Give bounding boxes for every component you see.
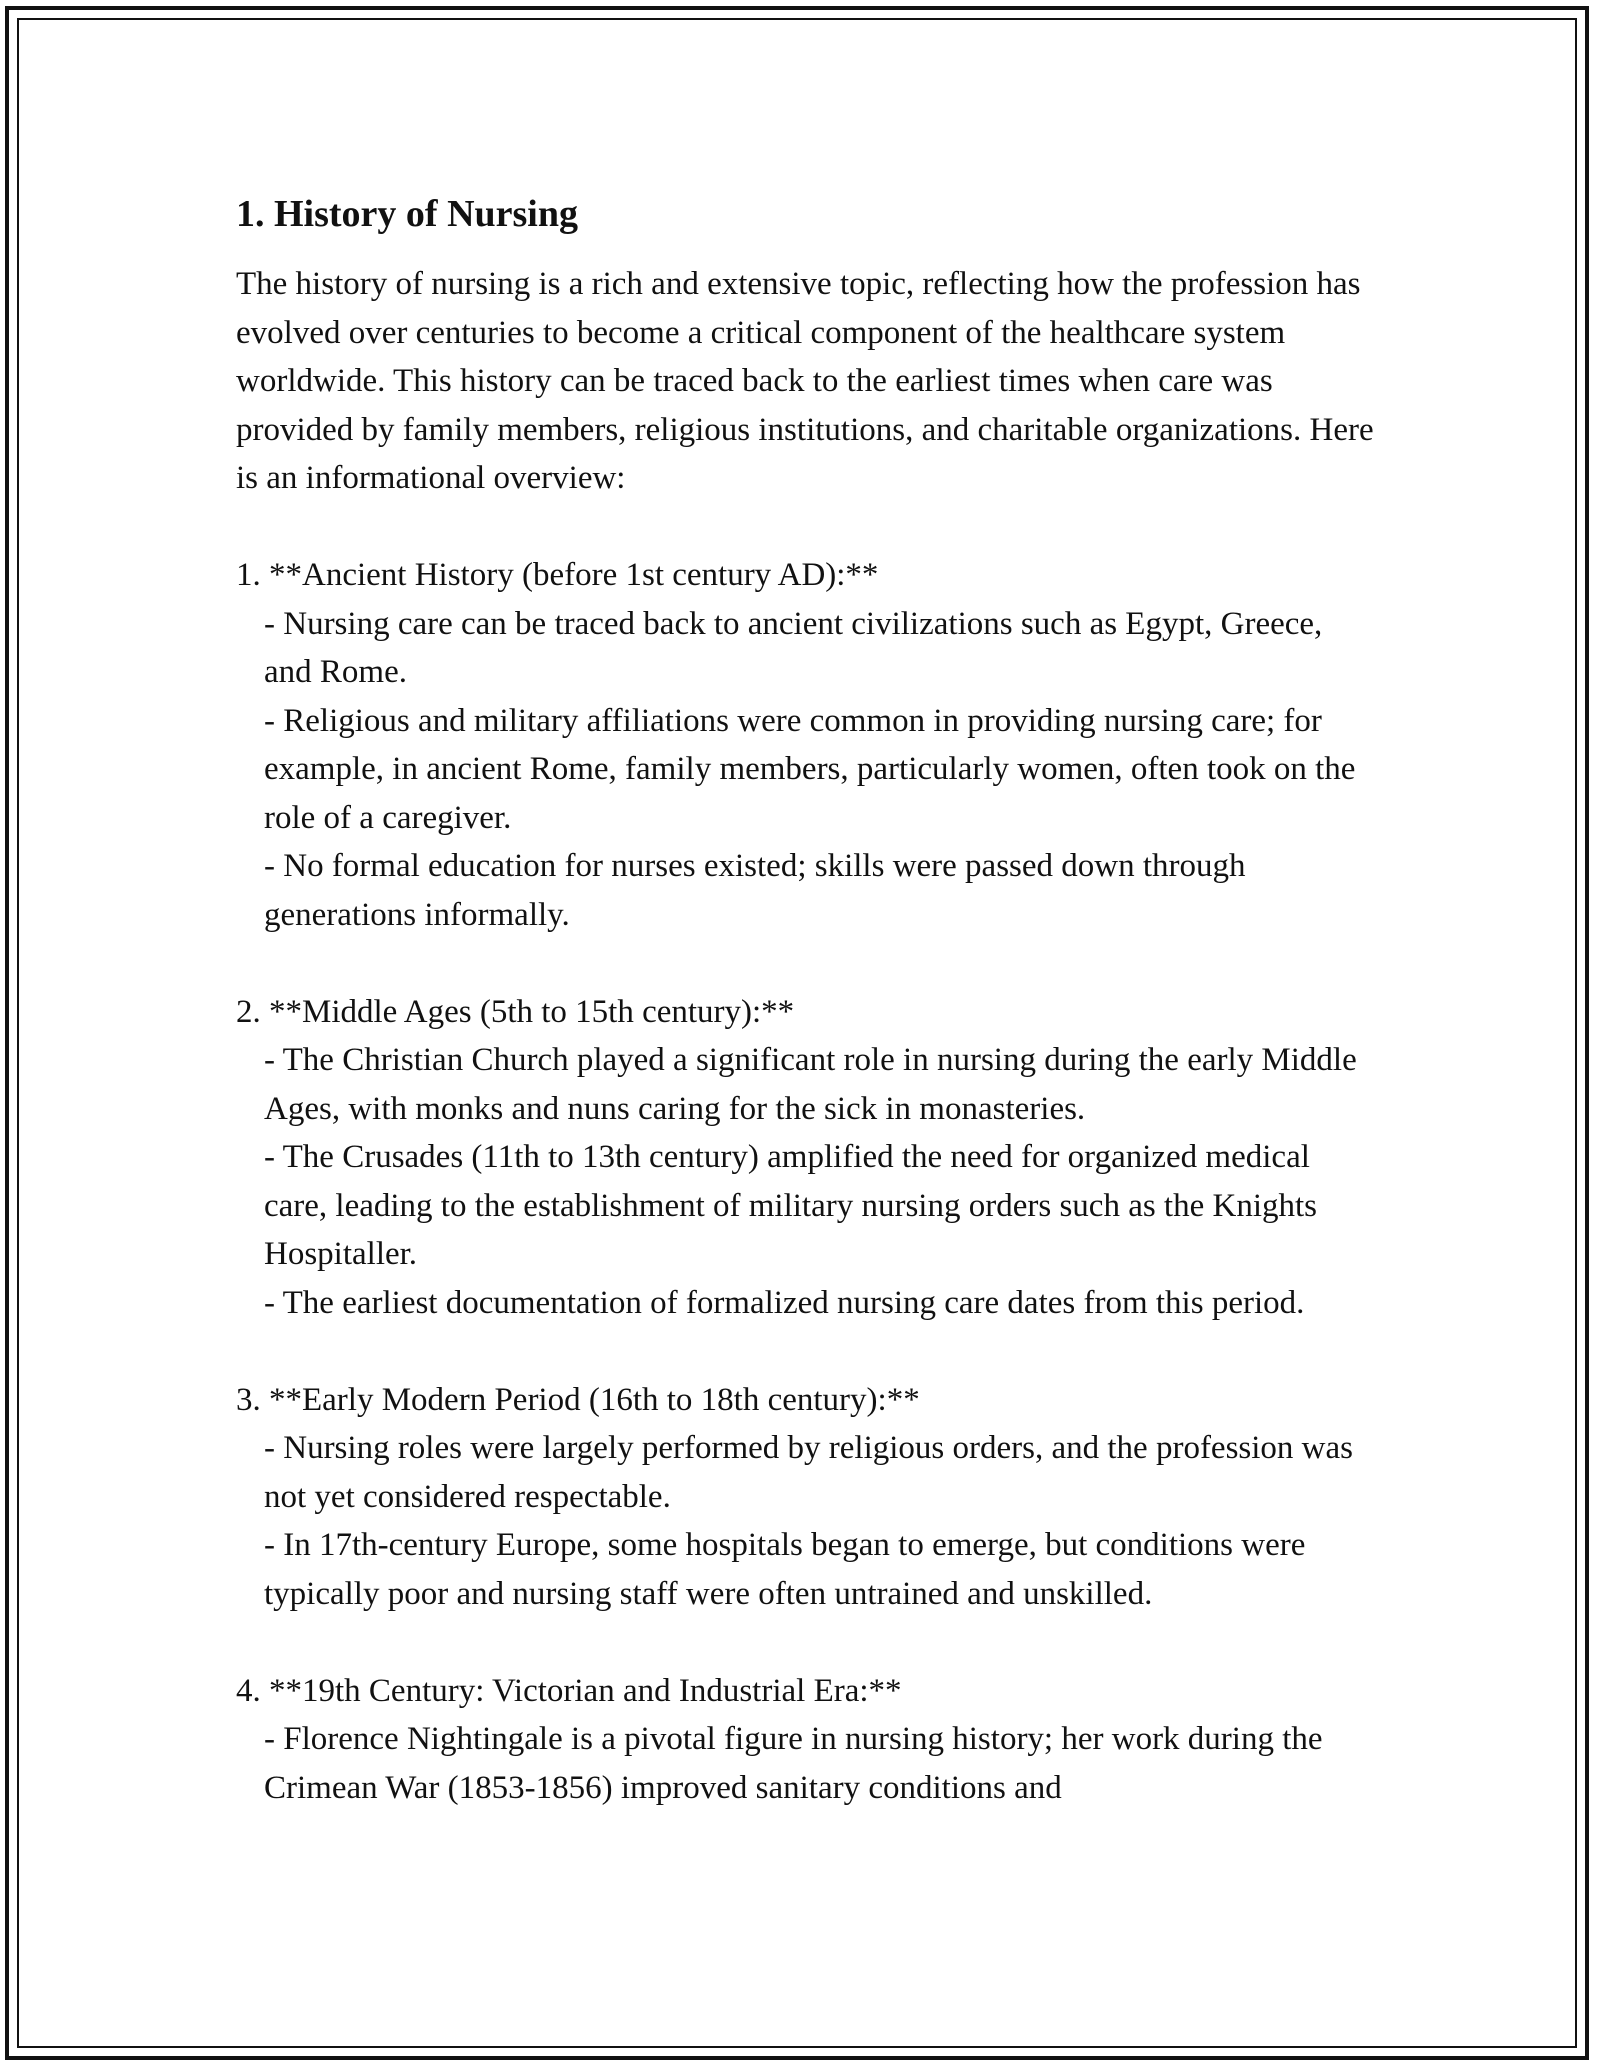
bullet-item: - No formal education for nurses existed; skills were passed down through generations informally. bbox=[264, 848, 1246, 933]
bullet-item: - Nursing care can be traced back to ancient civilizations such as Egypt, Greece, and Rome. bbox=[264, 605, 1323, 690]
bullet-item: - The earliest documentation of formalized nursing care dates from this period. bbox=[264, 1284, 1305, 1321]
section-title: 2. **Middle Ages (5th to 15th century):** bbox=[236, 993, 795, 1030]
section-title: 4. **19th Century: Victorian and Industrial Era:** bbox=[236, 1672, 902, 1709]
bullet-item: - Nursing roles were largely performed by religious orders, and the profession was not yet considered respectable. bbox=[264, 1430, 1353, 1515]
document-body bbox=[236, 190, 1376, 1812]
section-19th-century bbox=[236, 1667, 1376, 1813]
bullet-item: - Florence Nightingale is a pivotal figure in nursing history; her work during the Crimean War (1853-1856) improved sanitary conditions and bbox=[264, 1721, 1323, 1806]
section-ancient-history bbox=[236, 551, 1376, 939]
section-heading: 1. History of Nursing bbox=[236, 193, 578, 235]
intro-paragraph: The history of nursing is a rich and extensive topic, reflecting how the profession has evolved over centuries to become a critical component of the healthcare system worldwide. This history can be traced back to the earliest times when care was provided by family members, religious institutions, and charitable organizations. Here is an informational overview: bbox=[236, 266, 1374, 496]
bullet-item: - The Crusades (11th to 13th century) amplified the need for organized medical care, leading to the establishment of military nursing orders such as the Knights Hospitaller. bbox=[264, 1139, 1318, 1272]
section-title: 3. **Early Modern Period (16th to 18th century):** bbox=[236, 1381, 920, 1418]
section-early-modern bbox=[236, 1376, 1376, 1619]
section-title: 1. **Ancient History (before 1st century AD):** bbox=[236, 557, 879, 593]
section-middle-ages bbox=[236, 988, 1376, 1328]
bullet-item: - The Christian Church played a significant role in nursing during the early Middle Ages, with monks and nuns caring for the sick in monasteries. bbox=[264, 1042, 1357, 1127]
bullet-item: - In 17th-century Europe, some hospitals began to emerge, but conditions were typically poor and nursing staff were often untrained and unskilled. bbox=[264, 1527, 1306, 1612]
bullet-item: - Religious and military affiliations were common in providing nursing care; for example, in ancient Rome, family members, particularly women, often took on the role of a caregiver. bbox=[264, 702, 1356, 836]
